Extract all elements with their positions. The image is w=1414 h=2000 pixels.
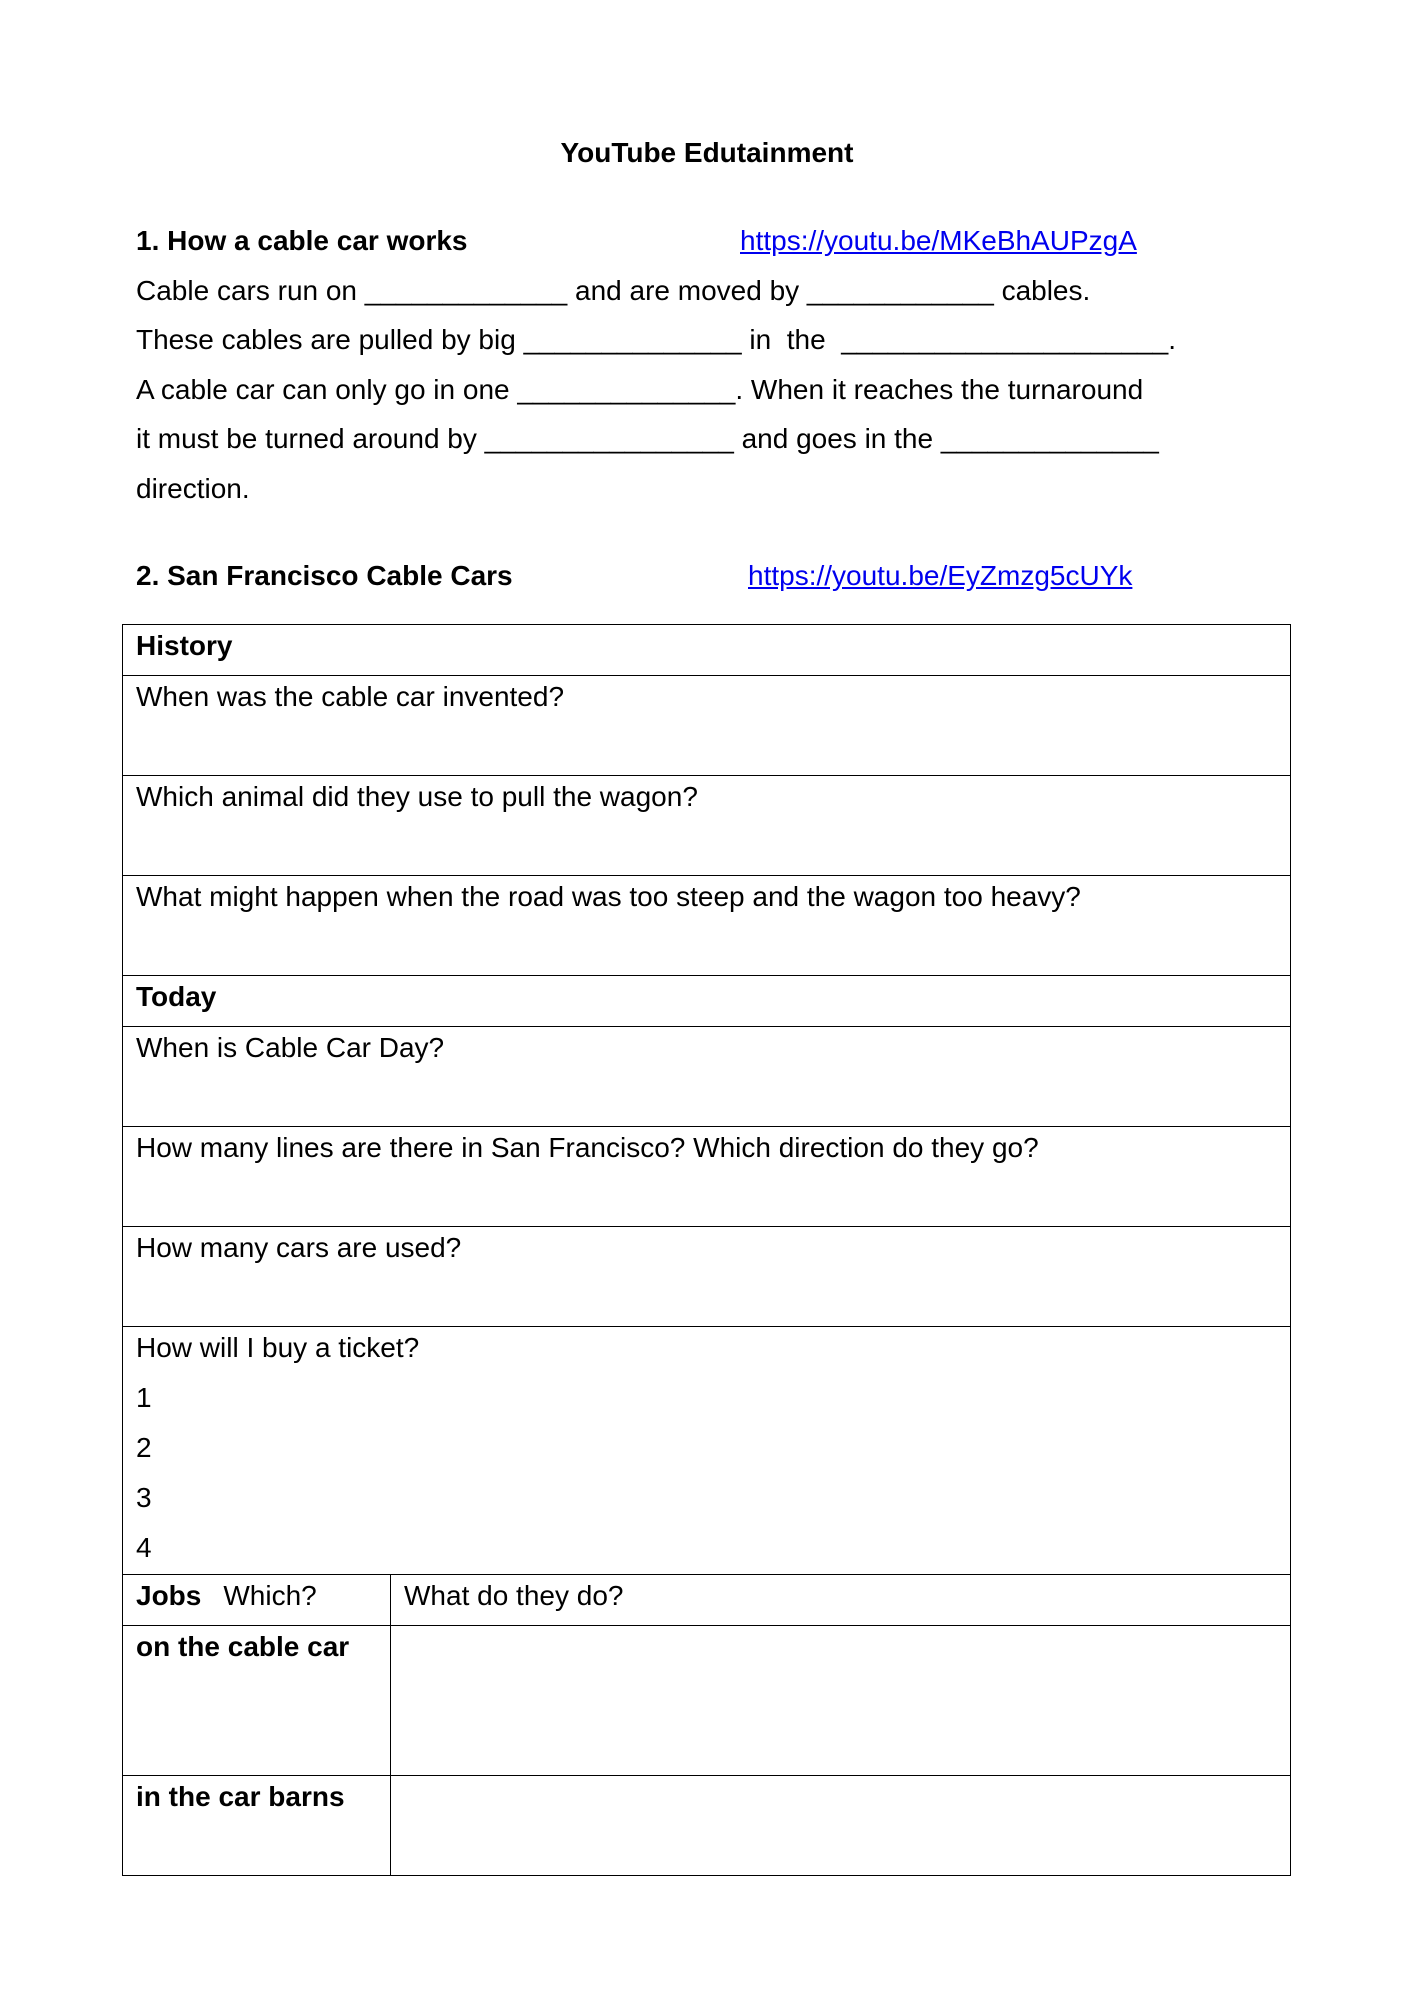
- fill-in-line-4: it must be turned around by ________________ and goes in the ______________: [136, 423, 1159, 454]
- question-text: Which animal did they use to pull the wagon?: [136, 781, 698, 812]
- ticket-item-4: 4: [136, 1532, 152, 1563]
- section-1-video-link[interactable]: https://youtu.be/MKeBhAUPzgA: [740, 225, 1137, 256]
- ticket-question: How will I buy a ticket?: [136, 1332, 420, 1363]
- jobs-answer-cell[interactable]: [391, 1626, 1291, 1776]
- question-text: How many lines are there in San Francisco? Which direction do they go?: [136, 1132, 1039, 1163]
- ticket-item-2: 2: [136, 1432, 152, 1463]
- question-cell[interactable]: [123, 1127, 1291, 1227]
- jobs-row-label: in the car barns: [123, 1776, 391, 1876]
- worksheet-table: [122, 624, 1291, 1876]
- question-cell[interactable]: [123, 1227, 1291, 1327]
- fill-in-line-1: Cable cars run on _____________ and are moved by ____________ cables.: [136, 275, 1091, 306]
- jobs-row-label: on the cable car: [123, 1626, 391, 1776]
- history-header: History: [123, 625, 1291, 676]
- fill-in-line-2: These cables are pulled by big ______________ in the _____________________.: [136, 324, 1176, 355]
- section-2-heading: 2. San Francisco Cable Cars: [136, 560, 513, 591]
- question-text: When was the cable car invented?: [136, 681, 565, 712]
- jobs-header: Jobs: [136, 1580, 202, 1611]
- question-cell[interactable]: [123, 1027, 1291, 1127]
- fill-in-line-5: direction.: [136, 473, 250, 504]
- section-2-video-link[interactable]: https://youtu.be/EyZmzg5cUYk: [748, 560, 1133, 591]
- ticket-item-1: 1: [136, 1382, 152, 1413]
- section-1-heading: 1. How a cable car works: [136, 225, 468, 256]
- jobs-what-header: What do they do?: [391, 1575, 1291, 1626]
- question-cell[interactable]: [123, 776, 1291, 876]
- question-cell[interactable]: [123, 676, 1291, 776]
- jobs-answer-cell[interactable]: [391, 1776, 1291, 1876]
- question-text: When is Cable Car Day?: [136, 1032, 445, 1063]
- question-text: What might happen when the road was too steep and the wagon too heavy?: [136, 881, 1081, 912]
- ticket-item-3: 3: [136, 1482, 152, 1513]
- question-text: How many cars are used?: [136, 1232, 462, 1263]
- page-title: YouTube Edutainment: [560, 137, 854, 168]
- question-cell[interactable]: [123, 876, 1291, 976]
- jobs-which-label: Which?: [223, 1580, 317, 1611]
- fill-in-line-3: A cable car can only go in one ______________. When it reaches the turnaround: [136, 374, 1144, 405]
- today-header: Today: [123, 976, 1291, 1027]
- ticket-cell[interactable]: [123, 1327, 1291, 1575]
- jobs-header-cell: [123, 1575, 391, 1626]
